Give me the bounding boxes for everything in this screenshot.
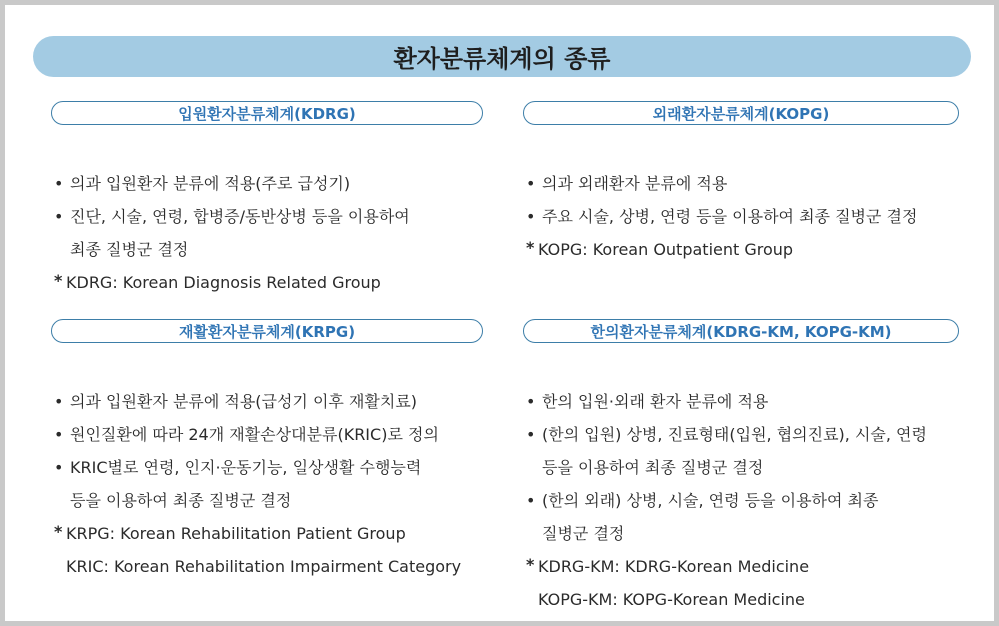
section-title-kopg: 외래환자분류체계(KOPG) [523,101,959,125]
list-item: • (한의 입원) 상병, 진료형태(입원, 협의진료), 시술, 연령 등을 이용하여 최종 질병군 결정 [523,418,959,484]
footnote-kopg: * KOPG: Korean Outpatient Group [523,233,959,266]
footnote-kdrg-km: * KDRG-KM: KDRG-Korean Medicine KOPG-KM: KOPG-Korean Medicine [523,550,959,616]
list-item: • 의과 입원환자 분류에 적용(주로 급성기) [51,167,483,200]
list-item: • 의과 외래환자 분류에 적용 [523,167,959,200]
bullet-dot-icon: • [54,207,64,226]
section-title-kdrg-km: 한의환자분류체계(KDRG-KM, KOPG-KM) [523,319,959,343]
bullet-dot-icon: • [54,392,64,411]
bullet-dot-icon: • [526,491,536,510]
section-kopg [523,101,959,266]
list-item: • 한의 입원·외래 환자 분류에 적용 [523,385,959,418]
footnote-marker: * [54,271,63,290]
page-title: 환자분류체계의 종류 [33,36,971,77]
section-kdrg [51,101,483,299]
bullet-list-krpg [51,385,483,517]
list-item: • (한의 외래) 상병, 시술, 연령 등을 이용하여 최종 질병군 결정 [523,484,959,550]
footnote-marker: * [526,238,535,257]
bullet-dot-icon: • [54,425,64,444]
list-item: • 의과 입원환자 분류에 적용(급성기 이후 재활치료) [51,385,483,418]
section-title-kdrg: 입원환자분류체계(KDRG) [51,101,483,125]
section-title-krpg: 재활환자분류체계(KRPG) [51,319,483,343]
bullet-dot-icon: • [526,425,536,444]
section-kdrg-km [523,319,959,616]
bullet-dot-icon: • [526,174,536,193]
bullet-dot-icon: • [526,392,536,411]
section-krpg [51,319,483,583]
bullet-list-kdrg [51,167,483,266]
bullet-dot-icon: • [54,458,64,477]
bullet-list-kopg [523,167,959,233]
bullet-list-kdrg-km [523,385,959,550]
footnote-krpg: * KRPG: Korean Rehabilitation Patient Group KRIC: Korean Rehabilitation Impairment Category [51,517,483,583]
list-item: • 진단, 시술, 연령, 합병증/동반상병 등을 이용하여 최종 질병군 결정 [51,200,483,266]
footnote-marker: * [54,522,63,541]
list-item: • 주요 시술, 상병, 연령 등을 이용하여 최종 질병군 결정 [523,200,959,233]
bullet-dot-icon: • [54,174,64,193]
footnote-kdrg: * KDRG: Korean Diagnosis Related Group [51,266,483,299]
bullet-dot-icon: • [526,207,536,226]
list-item: • 원인질환에 따라 24개 재활손상대분류(KRIC)로 정의 [51,418,483,451]
footnote-marker: * [526,555,535,574]
list-item: • KRIC별로 연령, 인지·운동기능, 일상생활 수행능력 등을 이용하여 최종 질병군 결정 [51,451,483,517]
